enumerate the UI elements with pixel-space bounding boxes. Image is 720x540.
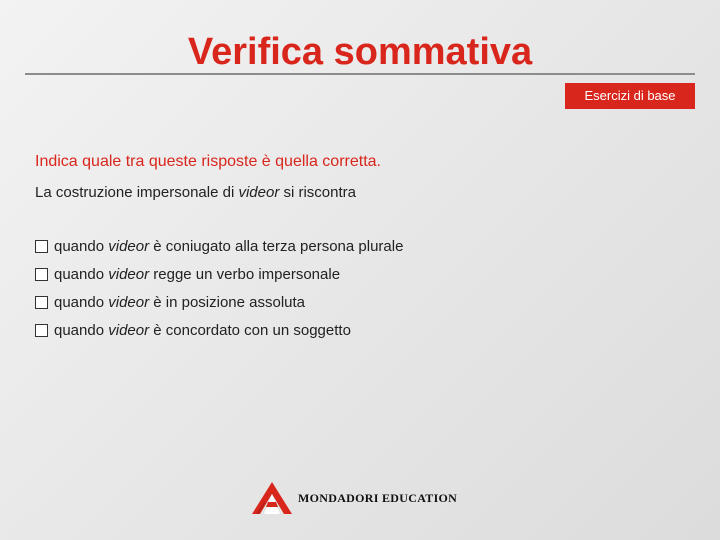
option-text-italic: videor [108,293,150,311]
checkbox-icon[interactable] [35,240,48,253]
mondadori-a-logo-icon [250,480,294,516]
option-text-before: quando [54,321,109,339]
page-title: Verifica sommativa [187,31,533,73]
answer-option-1[interactable] [35,236,403,256]
option-label [54,238,403,255]
answer-options-list [35,236,403,348]
option-label [54,294,305,311]
option-text-before: quando [54,237,109,255]
option-text-italic: videor [108,237,150,255]
checkbox-icon[interactable] [35,268,48,281]
option-text-italic: videor [108,265,150,283]
prompt-text-before: La costruzione impersonale di [35,184,239,201]
publisher-logo-text: MONDADORI EDUCATION [298,490,458,505]
answer-option-3[interactable] [35,292,403,312]
option-text-after: è in posizione assoluta [149,293,306,311]
option-text-italic: videor [108,321,150,339]
instruction-text: Indica quale tra queste risposte è quella corretta. [35,153,381,170]
question-prompt [35,183,356,203]
option-text-before: quando [54,265,109,283]
checkbox-icon[interactable] [35,324,48,337]
publisher-logo [250,480,457,516]
option-label [54,266,340,283]
option-text-after: è coniugato alla terza persona plurale [149,237,404,255]
section-badge: Esercizi di base [565,83,695,109]
prompt-text-italic: videor [238,184,280,201]
option-label [54,322,351,339]
option-text-before: quando [54,293,109,311]
checkbox-icon[interactable] [35,296,48,309]
option-text-after: è concordato con un soggetto [149,321,351,339]
title-divider [25,73,695,75]
prompt-text-after: si riscontra [279,184,356,201]
answer-option-4[interactable] [35,320,403,340]
option-text-after: regge un verbo impersonale [149,265,341,283]
answer-option-2[interactable] [35,264,403,284]
